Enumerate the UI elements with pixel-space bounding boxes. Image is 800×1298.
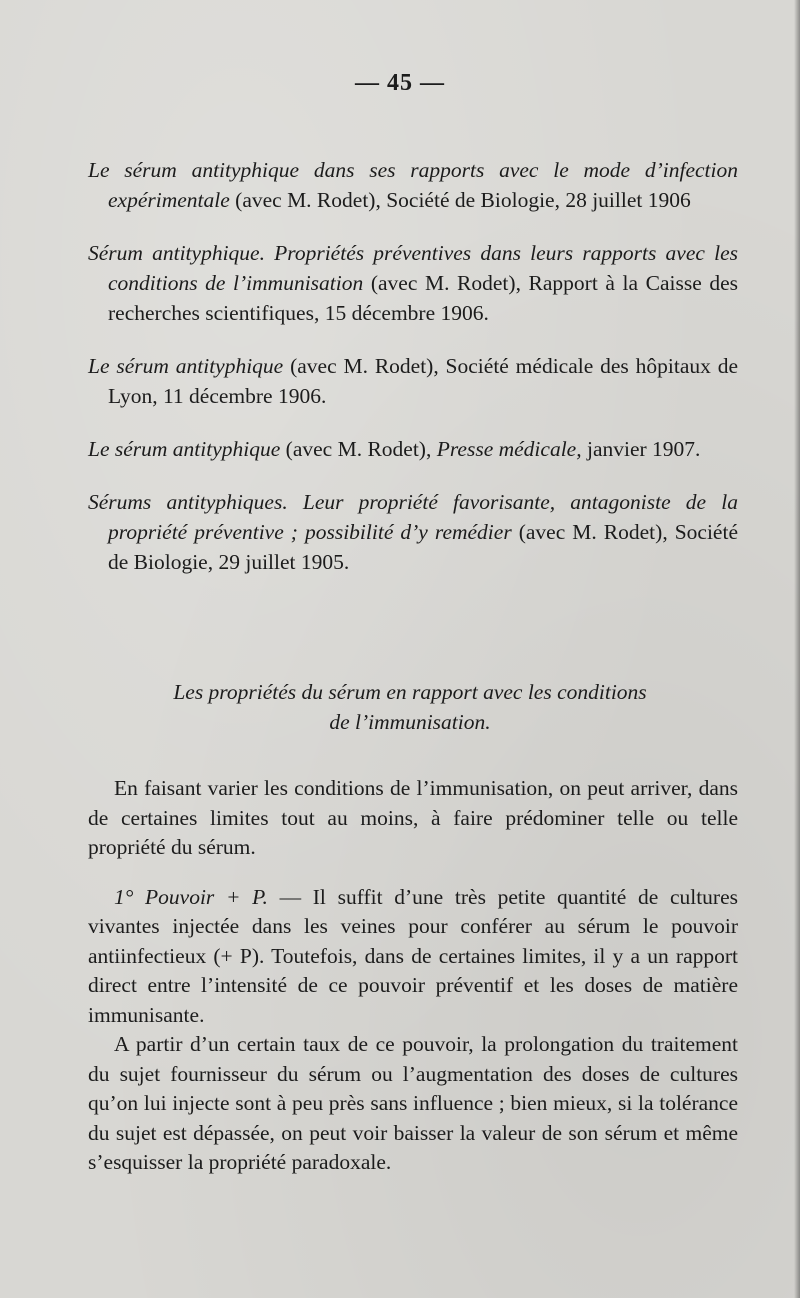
reference-entry-4: [88, 434, 738, 464]
reference-venue: Presse médicale,: [436, 437, 582, 461]
section-heading: [100, 677, 720, 737]
reference-details: (avec M. Rodet), Société de Biologie, 29 juillet 1905.: [108, 520, 738, 574]
reference-entry-1: [88, 155, 738, 215]
paragraph-2-label: 1° Pouvoir + P.: [114, 884, 268, 909]
reference-details: (avec M. Rodet), Société médicale des hôpitaux de Lyon, 11 décembre 1906.: [108, 354, 738, 408]
reference-details: (avec M. Rodet),: [285, 437, 432, 461]
body-text: [88, 774, 738, 1178]
reference-details: (avec M. Rodet), Société de Biologie, 28 juillet 1906: [235, 188, 691, 212]
section-heading-line-2: de l’immunisation.: [329, 710, 491, 734]
reference-title: Sérums antityphiques. Leur propriété favorisante, antagoniste de la propriété préventive ; possibilité d’y remédier: [88, 490, 738, 544]
reference-title: Le sérum antityphique: [88, 354, 284, 378]
reference-entry-5: [88, 487, 738, 577]
bibliography-list: [88, 155, 738, 577]
page-number: — 45 —: [355, 70, 445, 96]
reference-details: (avec M. Rodet), Rapport à la Caisse des recherches scientifiques, 15 décembre 1906.: [108, 271, 738, 325]
paragraph-1: En faisant varier les conditions de l’immunisation, on peut arriver, dans de certaines limites tout au moins, à faire prédominer telle ou telle propriété du sérum.: [88, 776, 738, 859]
reference-entry-2: [88, 238, 738, 328]
paragraph-2: [88, 883, 738, 1031]
reference-entry-3: [88, 351, 738, 411]
reference-details: janvier 1907.: [586, 437, 701, 461]
section-heading-line-1: Les propriétés du sérum en rapport avec les conditions: [173, 680, 647, 704]
paragraph-3: A partir d’un certain taux de ce pouvoir, la prolongation du traitement du sujet fournisseur du sérum ou l’augmentation des doses de cultures qu’on lui injecte sont à peu près sans influence ; bien mieux, si la tolérance du sujet est dépassée, on peut voir baisser la valeur de son sérum et même s’esquisser la propriété paradoxale.: [88, 1032, 738, 1174]
page-edge-shadow: [794, 0, 800, 1298]
reference-title: Sérum antityphique. Propriétés préventives dans leurs rapports avec les conditions de l’immunisation: [88, 241, 738, 295]
reference-title: Le sérum antityphique: [88, 437, 281, 461]
reference-title: Le sérum antityphique dans ses rapports avec le mode d’infection expérimentale: [88, 158, 738, 212]
paragraph-2-text: — Il suffit d’une très petite quantité de cultures vivantes injectée dans les veines pour conférer au sérum le pouvoir antiinfectieux (+ P). Toutefois, dans de certaines limites, il y a un rapport direct entre l’intensité de ce pouvoir préventif et les doses de matière immunisante.: [88, 884, 739, 1027]
